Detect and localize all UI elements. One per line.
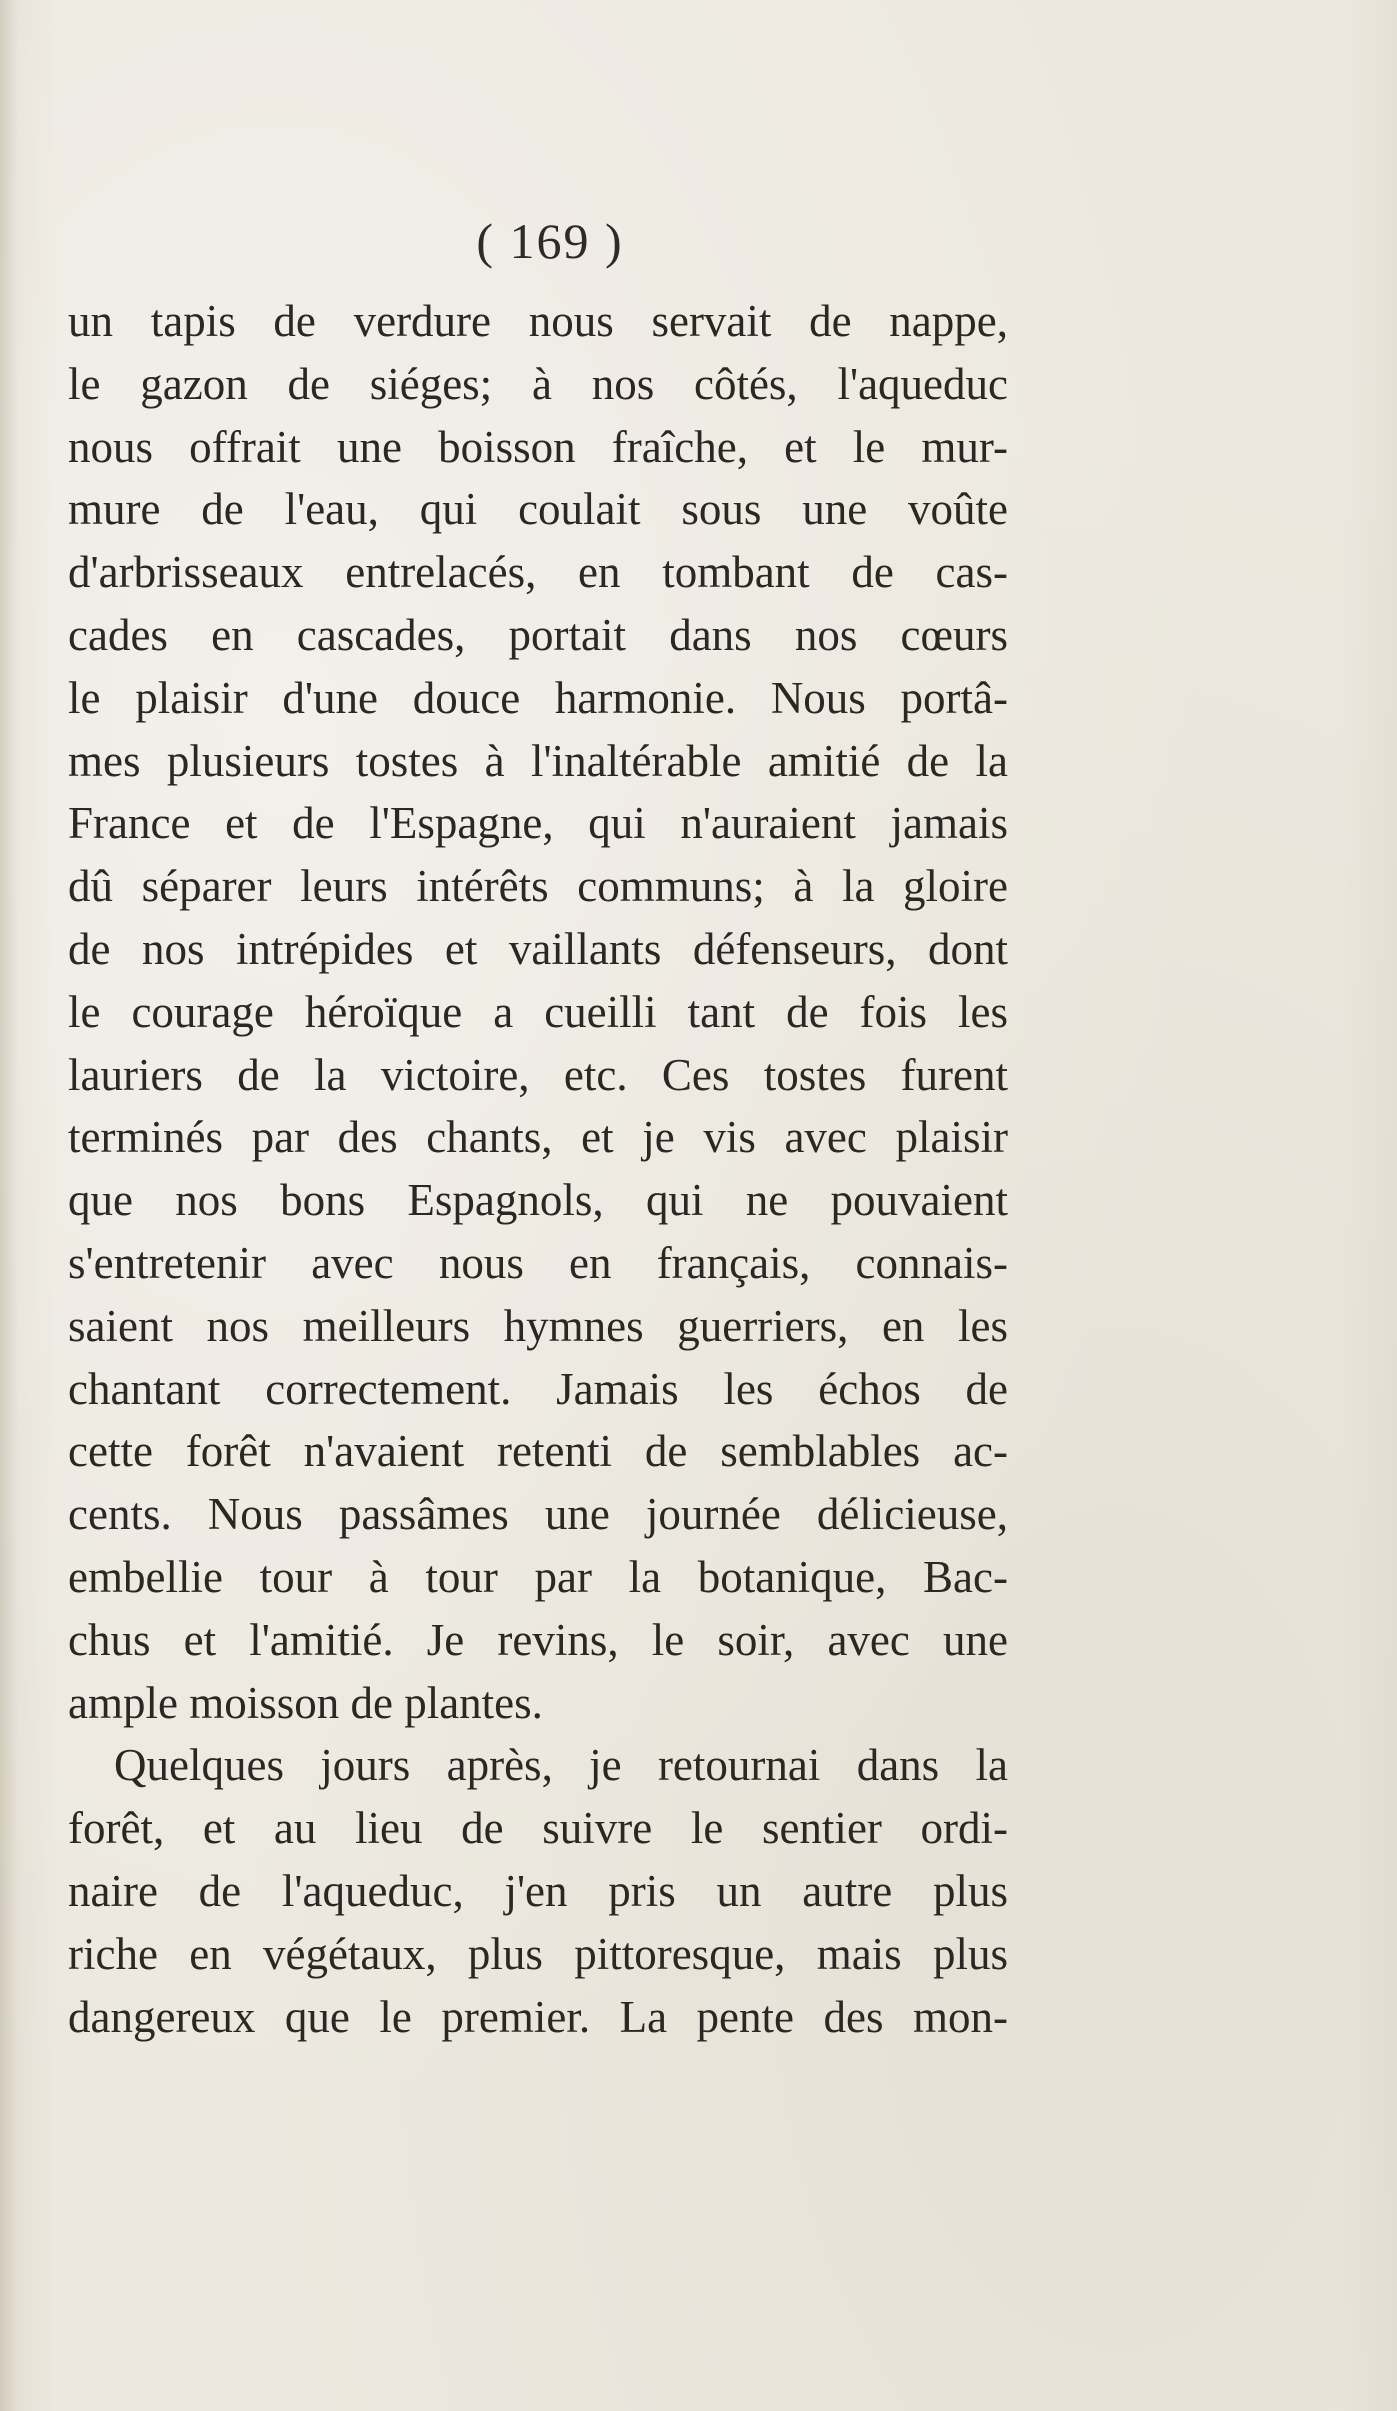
text-line: mure de l'eau, qui coulait sous une voûte — [68, 484, 1008, 535]
text-line: le courage héroïque a cueilli tant de fois les — [68, 986, 1008, 1037]
text-line: mes plusieurs tostes à l'inaltérable amitié de la — [68, 735, 1008, 786]
text-line: chantant correctement. Jamais les échos de — [68, 1363, 1008, 1414]
text-line: de nos intrépides et vaillants défenseurs, dont — [68, 923, 1008, 974]
text-line: France et de l'Espagne, qui n'auraient jamais — [68, 798, 1008, 849]
page-shadow-edge — [0, 0, 18, 2411]
text-line: riche en végétaux, plus pittoresque, mais plus — [68, 1928, 1008, 1979]
text-line: le gazon de siéges; à nos côtés, l'aqueduc — [68, 358, 1008, 409]
text-line: dû séparer leurs intérêts communs; à la gloire — [68, 861, 1008, 912]
text-line: lauriers de la victoire, etc. Ces tostes furent — [68, 1049, 1008, 1100]
text-line: naire de l'aqueduc, j'en pris un autre plus — [68, 1865, 1008, 1916]
body-text — [68, 290, 1008, 2048]
text-line: terminés par des chants, et je vis avec plaisir — [68, 1112, 1008, 1163]
text-line: cades en cascades, portait dans nos cœurs — [68, 609, 1008, 660]
text-line: nous offrait une boisson fraîche, et le mur- — [68, 421, 1008, 472]
text-line: dangereux que le premier. La pente des mon- — [68, 1991, 1008, 2042]
text-line: ample moisson de plantes. — [68, 1677, 543, 1728]
text-line: le plaisir d'une douce harmonie. Nous portâ- — [68, 672, 1008, 723]
text-line: cents. Nous passâmes une journée délicieuse, — [68, 1489, 1008, 1540]
text-line: saient nos meilleurs hymnes guerriers, en les — [68, 1300, 1008, 1351]
text-line: cette forêt n'avaient retenti de semblables ac- — [68, 1426, 1008, 1477]
text-line: forêt, et au lieu de suivre le sentier ordi- — [68, 1803, 1008, 1854]
text-line: Quelques jours après, je retournai dans la — [114, 1740, 1008, 1791]
text-line: que nos bons Espagnols, qui ne pouvaient — [68, 1175, 1008, 1226]
text-line: d'arbrisseaux entrelacés, en tombant de cas- — [68, 547, 1008, 598]
page-number: ( 169 ) — [476, 213, 624, 269]
text-line: s'entretenir avec nous en français, connais- — [68, 1237, 1008, 1288]
text-line: embellie tour à tour par la botanique, Bac- — [68, 1551, 1008, 1602]
text-line: un tapis de verdure nous servait de nappe, — [68, 296, 1008, 346]
text-line: chus et l'amitié. Je revins, le soir, avec une — [68, 1614, 1008, 1665]
